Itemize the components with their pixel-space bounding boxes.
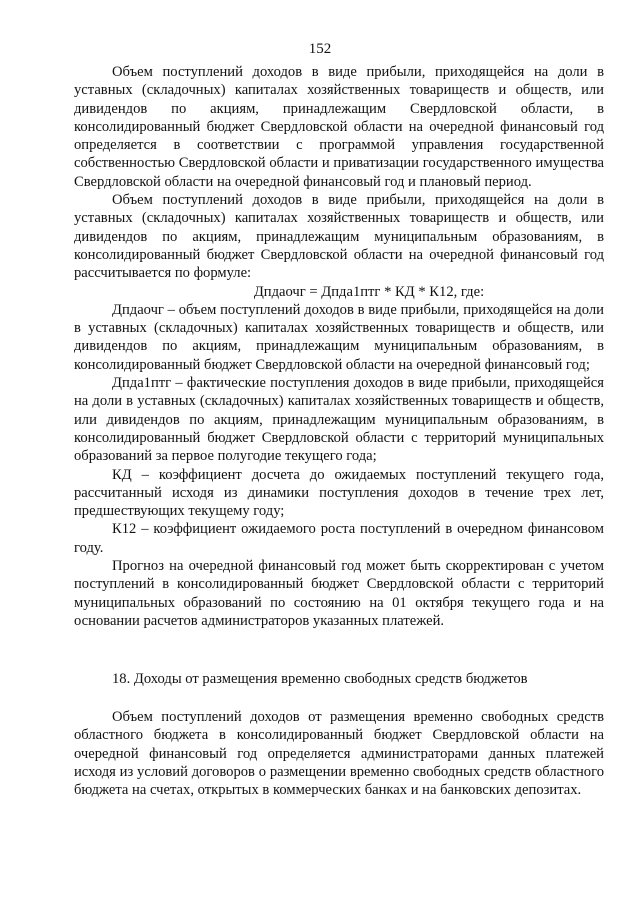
paragraph: Объем поступлений доходов от размещения временно свободных средств областного бюджета в консолидированный бюджет Свердловской области на очередной финансовый год определяется администраторами данных платежей исходя из условий договоров о размещении временно свободных средств областного бюджета на счетах, открытых в коммерческих банках и на банковских депозитах.	[74, 709, 604, 799]
section-heading: 18. Доходы от размещения временно свободных средств бюджетов	[112, 671, 528, 687]
definition-paragraph: К12 – коэффициент ожидаемого роста поступлений в очередном финансовом году.	[74, 521, 604, 556]
formula: Дпдаочг = Дпда1птг * КД * К12, где:	[253, 283, 485, 300]
page-number: 152	[308, 41, 332, 57]
section-body	[74, 708, 604, 799]
paragraph: Объем поступлений доходов в виде прибыли, приходящейся на доли в уставных (складочных) капиталах хозяйственных товариществ и обществ, или дивидендов по акциям, принадлежащим Свердловской области, в консолидированный бюджет Свердловской области на очередной финансовый год определяется в соответствии с программой управления государственной собственностью Свердловской области и приватизации государственного имущества Свердловской области на очередной финансовый год и плановый период.	[74, 64, 604, 190]
paragraph: Объем поступлений доходов в виде прибыли, приходящейся на доли в уставных (складочных) капиталах хозяйственных товариществ и обществ, или дивидендов по акциям, принадлежащим муниципальным образованиям, в консолидированный бюджет Свердловской области на очередной финансовый год рассчитывается по формуле:	[74, 192, 604, 282]
definition-paragraph: Дпдаочг – объем поступлений доходов в виде прибыли, приходящейся на доли в уставных (складочных) капиталах хозяйственных товариществ и обществ, или дивидендов по акциям, принадлежащим муниципальным образованиям, в консолидированный бюджет Свердловской области на очередной финансовый год;	[74, 301, 604, 373]
body-text	[74, 63, 604, 630]
paragraph: Прогноз на очередной финансовый год может быть скорректирован с учетом поступлений в консолидированный бюджет Свердловской области с территорий муниципальных образований по состоянию на 01 октября текущего года и на основании расчетов администраторов указанных платежей.	[74, 558, 604, 629]
definition-paragraph: КД – коэффициент досчета до ожидаемых поступлений текущего года, рассчитанный исходя из динамики поступления доходов в течение трех лет, предшествующих текущему году;	[74, 466, 604, 520]
definition-paragraph: Дпда1птг – фактические поступления доходов в виде прибыли, приходящейся на доли в уставных (складочных) капиталах хозяйственных товариществ и обществ, или дивидендов по акциям, принадлежащим муниципальным образованиям, в консолидированный бюджет Свердловской области с территорий муниципальных образований за первое полугодие текущего года;	[74, 375, 604, 465]
